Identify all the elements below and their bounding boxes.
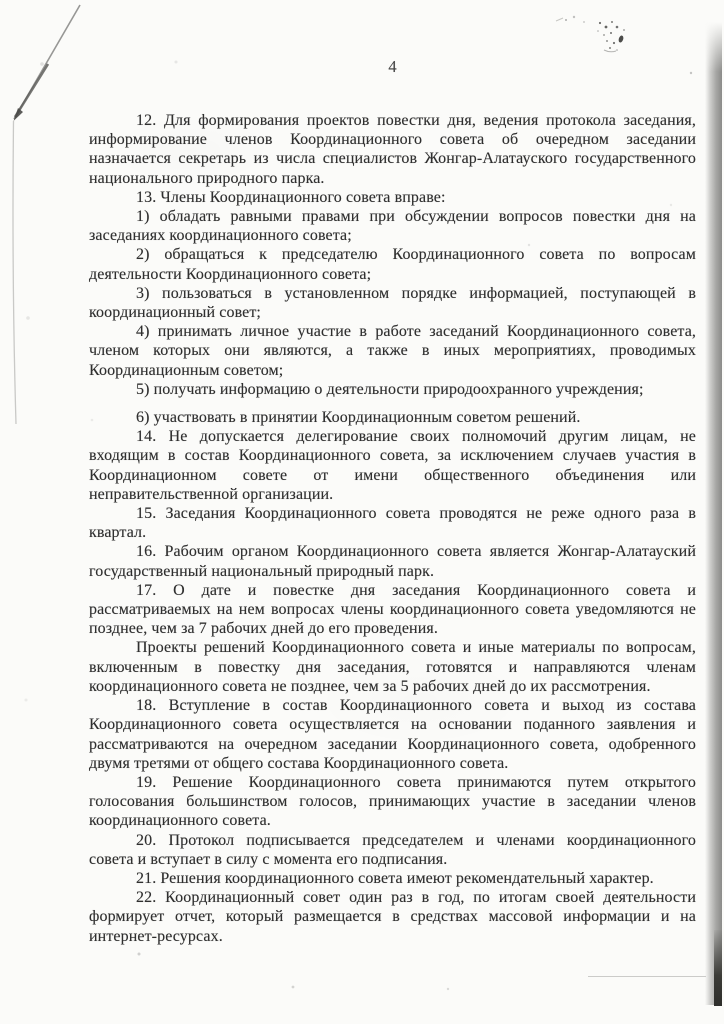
scan-edge-shadow bbox=[705, 22, 722, 1005]
paragraph-p15: 15. Заседания Координационного совета проводятся не реже одного раза в квартал. bbox=[89, 505, 696, 542]
paragraph-p16: 16. Рабочим органом Координационного совета является Жонгар-Алатауский государственный национальный природный парк. bbox=[89, 543, 696, 580]
scan-artifact-line bbox=[588, 976, 706, 977]
paragraph-sub5: 5) получать информацию о деятельности природоохранного учреждения; bbox=[136, 380, 644, 398]
paragraph-p22: 22. Координационный совет один раз в год, по итогам своей деятельности формирует отчет, который размещается в средствах массовой информации и на интернет-ресурсах. bbox=[89, 889, 696, 945]
paragraph-p17b: Проекты решений Координационного совета и иные материалы по вопросам, включенным в повестку дня заседания, готовятся и направляются членам координационного совета не позднее, чем за 5 рабочих дней до их рассмотрения. bbox=[89, 639, 696, 695]
corner-fold-artifact bbox=[13, 5, 80, 424]
paragraph-sub1: 1) обладать равными правами при обсуждении вопросов повестки дня на заседаниях координационного совета; bbox=[89, 208, 696, 245]
scan-edge-dark-strip bbox=[714, 930, 722, 1006]
paragraph-p21: 21. Решения координационного совета имеют рекомендательный характер. bbox=[136, 869, 654, 887]
paragraph-p14: 14. Не допускается делегирование своих полномочий другим лицам, не входящим в состав Координационного совета, за исключением случаев участия в Координационном совете от имени общественного объединения или неправительственной организации. bbox=[89, 428, 696, 503]
page-number: 4 bbox=[388, 57, 397, 76]
paragraph-p18: 18. Вступление в состав Координационного совета и выход из состава Координационного совета осуществляется на основании поданного заявления и рассматриваются на очередном заседании Координационного совета, одобренного двумя третями от общего состава Координационного совета. bbox=[89, 697, 696, 772]
paragraph-p17: 17. О дате и повестке дня заседания Координационного совета и рассматриваемых на нем вопросах члены координационного совета уведомляются не позднее, чем за 7 рабочих дней до его проведения. bbox=[89, 581, 696, 638]
paragraph-sub3: 3) пользоваться в установленном порядке информацией, поступающей в координационный совет; bbox=[89, 284, 696, 322]
paragraph-p12: 12. Для формирования проектов повестки дня, ведения протокола заседания, информирование членов Координационного совета об очередном заседании назначается секретарь из числа специалистов Жонгар-Алатауского государственного национального природного парка. bbox=[89, 112, 696, 187]
document-body bbox=[89, 111, 696, 946]
paragraph-p19: 19. Решение Координационного совета принимаются путем открытого голосования большинством голосов, принимающих участие в заседании членов координационного совета. bbox=[89, 773, 696, 830]
paragraph-p20: 20. Протокол подписывается председателем и членами координационного совета и вступает в силу с момента его подписания. bbox=[89, 831, 696, 868]
paragraph-p13: 13. Члены Координационного совета вправе: bbox=[136, 188, 446, 206]
paragraph-sub2: 2) обращаться к председателю Координационного совета по вопросам деятельности Координационного совета; bbox=[89, 246, 696, 283]
paragraph-sub6: 6) участвовать в принятии Координационным советом решений. bbox=[136, 409, 581, 427]
paragraph-sub4: 4) принимать личное участие в работе заседаний Координационного совета, членом которых они являются, а также в иных мероприятиях, проводимых Координационным советом; bbox=[89, 323, 696, 379]
